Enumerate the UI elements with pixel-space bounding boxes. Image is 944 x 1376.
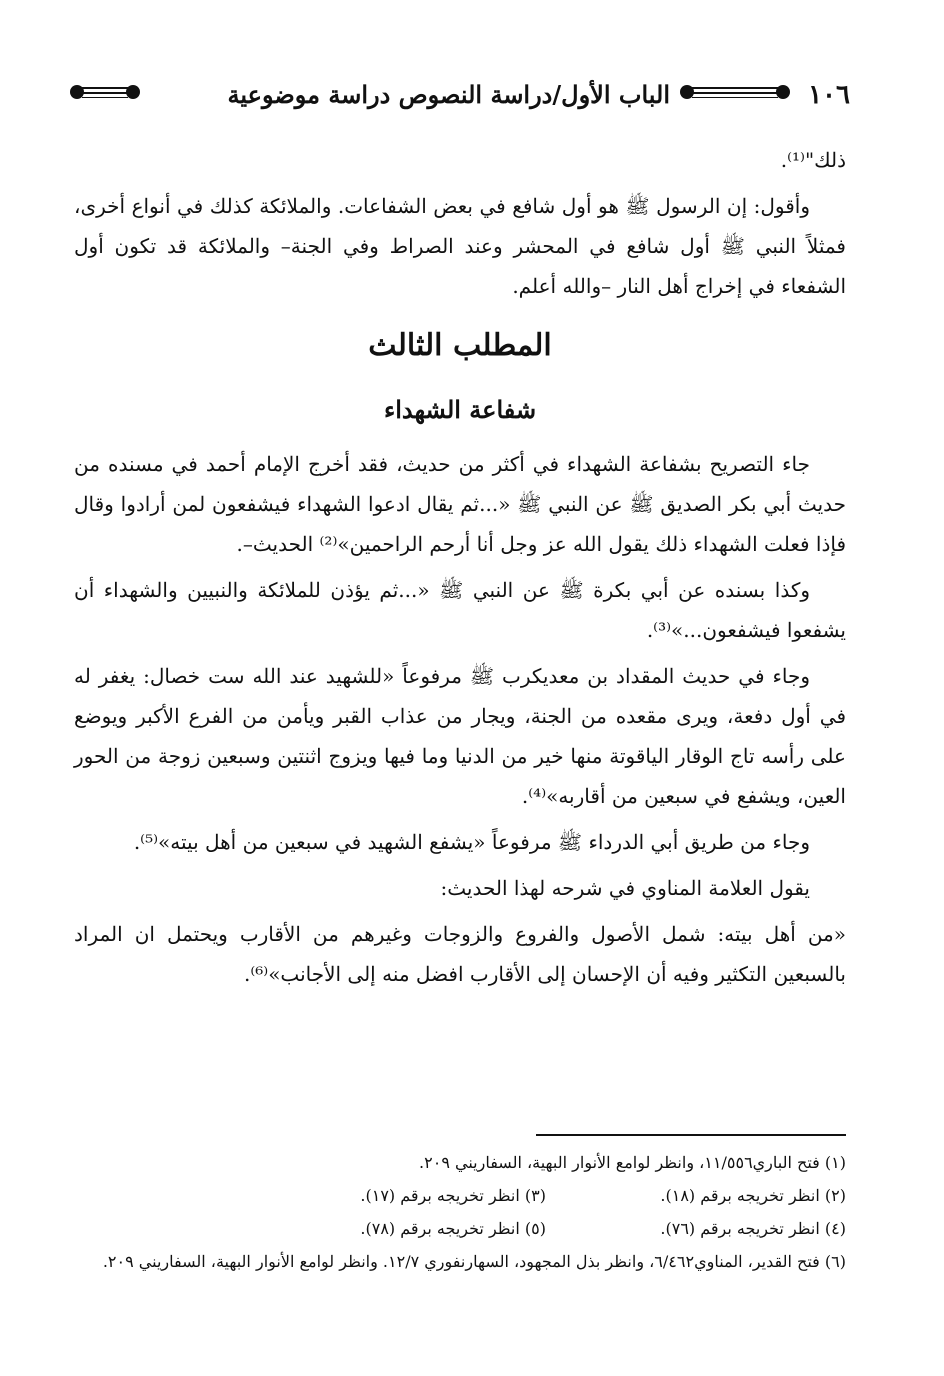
footnote-6: (٦) فتح القدير، المناوي٦/٤٦٢، وانظر بذل المجهود، السهارنفوري ١٢/٧. وانظر لوامع الأنوار البهية، السفاريني ٢٠٩. <box>102 1252 846 1271</box>
footnotes <box>74 1146 846 1278</box>
header-ornament-right <box>680 84 790 100</box>
section-subheading: شفاعة الشهداء <box>383 395 537 424</box>
footnote-row-4-5 <box>74 1212 846 1245</box>
footnote-5: (٥) انظر تخريجه برقم (٧٨). <box>360 1219 546 1238</box>
paragraph-munawi-intro: يقول العلامة المناوي في شرحه لهذا الحديث: <box>440 876 810 900</box>
footnote-4: (٤) انظر تخريجه برقم (٧٦). <box>660 1219 846 1238</box>
chapter-title: الباب الأول/دراسة النصوص دراسة موضوعية <box>227 80 670 109</box>
paragraph-ahmad-hadith: جاء التصريح بشفاعة الشهداء في أكثر من حديث، فقد أخرج الإمام أحمد في مسنده من حديث أبي بكر الصديق ﷺ عن النبي ﷺ «...ثم يقال ادعوا الشهداء فيشفعون لمن أرادوا وقال فإذا فعلت الشهداء ذلك يقول الله عز وجل أنا أرحم الراحمين»⁽²⁾ الحديث–. <box>74 452 846 556</box>
page-header <box>70 72 850 122</box>
paragraph-continuation: ذلك"⁽¹⁾. <box>780 148 846 172</box>
paragraph-abu-bakra-hadith: وكذا بسنده عن أبي بكرة ﷺ عن النبي ﷺ «...ثم يؤذن للملائكة والنبيين والشهداء أن يشفعوا فيشفعون...»⁽³⁾. <box>74 578 846 642</box>
footnote-2: (٢) انظر تخريجه برقم (١٨). <box>660 1186 846 1205</box>
footnote-row-2-3 <box>74 1179 846 1212</box>
page-number: ١٠٦ <box>808 80 850 110</box>
paragraph-author-note: وأقول: إن الرسول ﷺ هو أول شافع في بعض الشفاعات. والملائكة كذلك في أنواع أخرى، فمثلاً النبي ﷺ أول شافع في المحشر وعند الصراط وفي الجنة– والملائكة قد تكون أول الشفعاء في إخراج أهل النار –والله أعلم. <box>74 194 846 298</box>
footnote-separator <box>536 1134 846 1136</box>
paragraph-abu-darda-hadith: وجاء من طريق أبي الدرداء ﷺ مرفوعاً «يشفع الشهيد في سبعين من أهل بيته»⁽⁵⁾. <box>133 830 810 854</box>
main-text <box>74 140 846 1000</box>
paragraph-miqdad-hadith: وجاء في حديث المقداد بن معديكرب ﷺ مرفوعاً «للشهيد عند الله ست خصال: يغفر له في أول دفعة، ويرى مقعده من الجنة، ويجار من عذاب القبر ويأمن من الفرع الأكبر ويوضع على رأسه تاج الوقار الياقوتة منها خير من الدنيا وما فيها ويزوج اثنتين وسبعين زوجة من الحور العين، ويشفع في سبعين من أقاربه»⁽⁴⁾. <box>74 664 846 808</box>
section-heading: المطلب الثالث <box>368 328 552 363</box>
header-ornament-left <box>70 84 140 100</box>
footnote-1: (١) فتح الباري١١/٥٥٦، وانظر لوامع الأنوار البهية، السفاريني ٢٠٩. <box>419 1153 846 1172</box>
paragraph-munawi-quote: «من أهل بيته: شمل الأصول والفروع والزوجات وغيرهم من الأقارب ويحتمل ان المراد بالسبعين التكثير وفيه أن الإحسان إلى الأقارب افضل منه إلى الأجانب»⁽⁶⁾. <box>74 922 846 986</box>
footnote-3: (٣) انظر تخريجه برقم (١٧). <box>360 1186 546 1205</box>
